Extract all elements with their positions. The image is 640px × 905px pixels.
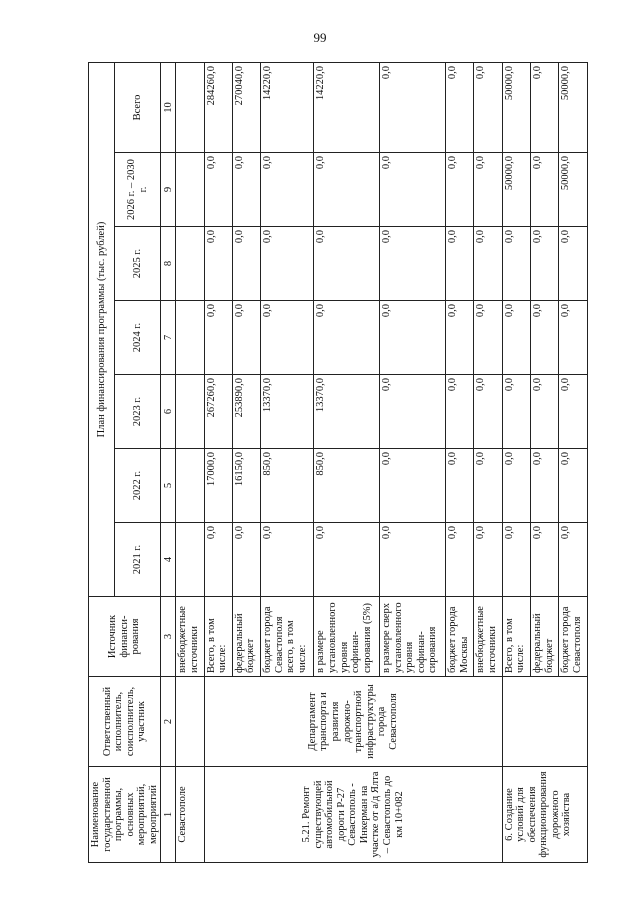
column-number: 7 (161, 301, 176, 375)
header-plan: План финансирования программы (тыс. рублей) (89, 63, 115, 597)
column-number: 10 (161, 63, 176, 153)
year-value: 0,0 (232, 227, 260, 301)
year-value: 0,0 (474, 375, 502, 449)
year-value: 16150,0 (232, 449, 260, 523)
executor-name: Департамент транспорта и развития дорожно-транспортной инфраструктуры города Севастополя (204, 677, 502, 767)
column-number: 5 (161, 449, 176, 523)
year-value: 0,0 (446, 227, 474, 301)
year-value: 0,0 (261, 301, 314, 375)
year-value: 0,0 (232, 153, 260, 227)
financing-table (88, 62, 588, 863)
year-value: 0,0 (559, 375, 587, 449)
column-numbers-row (161, 63, 176, 863)
year-value (176, 153, 204, 227)
year-value: 0,0 (380, 375, 446, 449)
year-value: 0,0 (314, 523, 380, 597)
year-value: 267260,0 (204, 375, 232, 449)
year-value: 0,0 (530, 301, 558, 375)
column-number: 4 (161, 523, 176, 597)
year-value: 50000,0 (559, 153, 587, 227)
funding-source: в размере сверх установленного уровня софинан-сирования (380, 597, 446, 677)
funding-source: Всего, в том числе: (502, 597, 530, 677)
funding-source: бюджет города Москвы (446, 597, 474, 677)
year-value: 13370,0 (261, 375, 314, 449)
year-value: 0,0 (204, 523, 232, 597)
total-value: 0,0 (446, 63, 474, 153)
total-value: 0,0 (530, 63, 558, 153)
year-value: 0,0 (446, 523, 474, 597)
year-value (176, 375, 204, 449)
year-value (176, 449, 204, 523)
year-value: 0,0 (502, 301, 530, 375)
year-value: 0,0 (446, 375, 474, 449)
year-value: 0,0 (314, 227, 380, 301)
measure-name: 6. Создание условий для обеспечения функционирования дорожного хозяйства (502, 767, 587, 863)
year-value: 0,0 (559, 523, 587, 597)
table-row (204, 63, 232, 863)
year-value: 0,0 (204, 301, 232, 375)
year-value: 0,0 (204, 153, 232, 227)
year-value: 0,0 (446, 449, 474, 523)
table-row (176, 63, 204, 863)
header-year: 2021 г. (114, 523, 160, 597)
total-value: 14220,0 (314, 63, 380, 153)
year-value: 0,0 (380, 153, 446, 227)
total-value (176, 63, 204, 153)
header-year: 2026 г. – 2030 г. (114, 153, 160, 227)
column-number: 8 (161, 227, 176, 301)
funding-source: федеральный бюджет (530, 597, 558, 677)
year-value: 0,0 (314, 301, 380, 375)
year-value: 0,0 (474, 227, 502, 301)
total-value: 50000,0 (559, 63, 587, 153)
year-value: 0,0 (204, 227, 232, 301)
year-value: 0,0 (380, 449, 446, 523)
year-value: 17000,0 (204, 449, 232, 523)
year-value: 0,0 (530, 153, 558, 227)
year-value: 0,0 (502, 375, 530, 449)
year-value: 0,0 (474, 523, 502, 597)
year-value: 0,0 (446, 153, 474, 227)
year-value: 0,0 (559, 449, 587, 523)
year-value (176, 523, 204, 597)
year-value: 0,0 (502, 227, 530, 301)
total-value: 270040,0 (232, 63, 260, 153)
year-value: 0,0 (530, 523, 558, 597)
year-value: 850,0 (314, 449, 380, 523)
header-year: 2022 г. (114, 449, 160, 523)
header-name: Наименование государственной программы, основных мероприятий, мероприятий (89, 767, 161, 863)
executor-name (502, 677, 587, 767)
year-value: 0,0 (446, 301, 474, 375)
year-value: 0,0 (380, 523, 446, 597)
year-value: 0,0 (261, 523, 314, 597)
funding-source: в размере установленного уровня софинан-сирования (5%) (314, 597, 380, 677)
total-value: 50000,0 (502, 63, 530, 153)
year-value: 50000,0 (502, 153, 530, 227)
funding-source: бюджет города Севастополя всего, в том числе: (261, 597, 314, 677)
year-value: 0,0 (232, 301, 260, 375)
year-value: 0,0 (502, 523, 530, 597)
column-number: 9 (161, 153, 176, 227)
year-value: 0,0 (232, 523, 260, 597)
table-body (176, 63, 587, 863)
header-year: 2024 г. (114, 301, 160, 375)
year-value: 0,0 (474, 153, 502, 227)
year-value: 0,0 (530, 375, 558, 449)
header-year: 2025 г. (114, 227, 160, 301)
column-number: 3 (161, 597, 176, 677)
total-value: 14220,0 (261, 63, 314, 153)
year-value: 0,0 (380, 227, 446, 301)
year-value: 0,0 (474, 449, 502, 523)
header-total: Всего (114, 63, 160, 153)
page-number: 99 (313, 30, 327, 45)
year-value (176, 301, 204, 375)
table-header (89, 63, 176, 863)
executor-name (176, 677, 204, 767)
funding-source: Всего, в том числе: (204, 597, 232, 677)
column-number: 6 (161, 375, 176, 449)
year-value: 253890,0 (232, 375, 260, 449)
funding-source: бюджет города Севастополя (559, 597, 587, 677)
column-number: 2 (161, 677, 176, 767)
table-row (502, 63, 530, 863)
total-value: 0,0 (380, 63, 446, 153)
year-value: 0,0 (559, 301, 587, 375)
header-year: 2023 г. (114, 375, 160, 449)
year-value: 0,0 (380, 301, 446, 375)
measure-name: Севастополе (176, 767, 204, 863)
year-value: 0,0 (314, 153, 380, 227)
year-value: 0,0 (530, 449, 558, 523)
year-value: 850,0 (261, 449, 314, 523)
measure-name: 5.21. Ремонт существующей автомобильной дороги Р-27 Севастополь - Инкерман на участке от а/д Ялта – Севастополь до км 10+082 (204, 767, 502, 863)
year-value: 0,0 (261, 153, 314, 227)
header-source: Источник финанси-рования (89, 597, 161, 677)
year-value: 13370,0 (314, 375, 380, 449)
year-value: 0,0 (261, 227, 314, 301)
total-value: 284260,0 (204, 63, 232, 153)
header-executor: Ответственный исполнитель, соисполнитель, участник (89, 677, 161, 767)
year-value (176, 227, 204, 301)
funding-source: федеральный бюджет (232, 597, 260, 677)
year-value: 0,0 (559, 227, 587, 301)
year-value: 0,0 (474, 301, 502, 375)
funding-source: внебюджетные источники (474, 597, 502, 677)
funding-source: внебюджетные источники (176, 597, 204, 677)
column-number: 1 (161, 767, 176, 863)
year-value: 0,0 (530, 227, 558, 301)
rotated-table-wrapper (88, 63, 583, 863)
year-value: 0,0 (502, 449, 530, 523)
total-value: 0,0 (474, 63, 502, 153)
